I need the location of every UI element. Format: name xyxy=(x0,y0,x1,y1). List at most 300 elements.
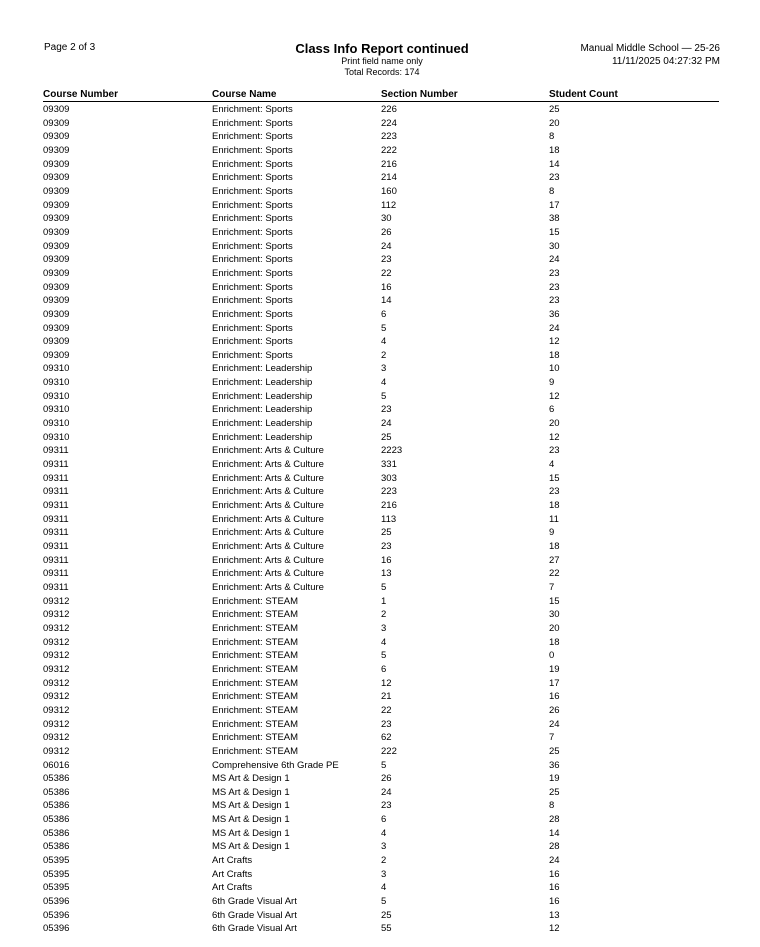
section-number-cell: 24 xyxy=(381,786,392,798)
report-title: Class Info Report continued xyxy=(295,41,469,56)
table-row xyxy=(43,799,719,813)
table-row xyxy=(43,171,719,185)
student-count-cell: 15 xyxy=(549,226,560,238)
student-count-cell: 24 xyxy=(549,855,560,867)
course-name-cell: Enrichment: Sports xyxy=(212,336,293,348)
student-count-cell: 16 xyxy=(549,868,560,880)
section-number-cell: 224 xyxy=(381,117,397,129)
column-header-student-count: Student Count xyxy=(549,89,618,100)
course-name-cell: MS Art & Design 1 xyxy=(212,841,290,853)
section-number-cell: 2 xyxy=(381,855,387,867)
column-header-section-number: Section Number xyxy=(381,89,458,100)
course-name-cell: Enrichment: Sports xyxy=(212,158,293,170)
course-name-cell: MS Art & Design 1 xyxy=(212,773,290,785)
student-count-cell: 18 xyxy=(549,144,560,156)
section-number-cell: 222 xyxy=(381,144,397,156)
course-number-cell: 09309 xyxy=(43,322,70,334)
course-name-cell: 6th Grade Visual Art xyxy=(212,896,297,908)
course-number-cell: 09309 xyxy=(43,117,70,129)
course-number-cell: 09312 xyxy=(43,718,70,730)
section-number-cell: 113 xyxy=(381,513,397,525)
section-number-cell: 223 xyxy=(381,486,397,498)
student-count-cell: 18 xyxy=(549,541,560,552)
section-number-cell: 331 xyxy=(381,459,397,471)
course-number-cell: 09311 xyxy=(43,513,69,525)
section-number-cell: 14 xyxy=(381,295,392,307)
course-name-cell: Enrichment: STEAM xyxy=(212,732,299,744)
report-title-block xyxy=(282,41,482,78)
student-count-cell: 0 xyxy=(549,650,555,662)
table-row xyxy=(43,731,719,745)
table-row xyxy=(43,294,719,308)
course-name-cell: Enrichment: STEAM xyxy=(212,677,299,689)
course-number-cell: 05386 xyxy=(43,841,70,853)
course-name-cell: Enrichment: Sports xyxy=(212,226,293,238)
course-name-cell: Enrichment: Arts & Culture xyxy=(212,459,324,471)
section-number-cell: 160 xyxy=(381,185,397,197)
table-row xyxy=(43,895,719,909)
section-number-cell: 23 xyxy=(381,541,392,552)
course-name-cell: Enrichment: Sports xyxy=(212,281,293,293)
table-row xyxy=(43,403,719,417)
section-number-cell: 3 xyxy=(381,868,387,880)
student-count-cell: 13 xyxy=(549,909,560,921)
course-number-cell: 09312 xyxy=(43,650,70,662)
school-name: Manual Middle School — 25-26 xyxy=(580,43,720,54)
section-number-cell: 6 xyxy=(381,308,387,320)
student-count-cell: 19 xyxy=(549,773,560,785)
student-count-cell: 23 xyxy=(549,172,560,184)
course-name-cell: MS Art & Design 1 xyxy=(212,814,290,826)
student-count-cell: 24 xyxy=(549,322,560,334)
student-count-cell: 36 xyxy=(549,759,560,771)
table-row xyxy=(43,540,719,554)
course-number-cell: 05396 xyxy=(43,909,70,921)
section-number-cell: 3 xyxy=(381,622,387,634)
table-row xyxy=(43,881,719,895)
student-count-cell: 36 xyxy=(549,308,560,320)
student-count-cell: 17 xyxy=(549,677,560,689)
student-count-cell: 11 xyxy=(549,513,559,525)
student-count-cell: 8 xyxy=(549,185,555,197)
course-name-cell: Enrichment: Sports xyxy=(212,144,293,156)
section-number-cell: 5 xyxy=(381,759,387,771)
table-row xyxy=(43,704,719,718)
table-row xyxy=(43,376,719,390)
student-count-cell: 20 xyxy=(549,622,560,634)
course-number-cell: 05386 xyxy=(43,800,70,812)
table-row xyxy=(43,745,719,759)
course-number-cell: 09311 xyxy=(43,459,69,471)
table-row xyxy=(43,663,719,677)
student-count-cell: 27 xyxy=(549,554,560,566)
report-timestamp: 11/11/2025 04:27:32 PM xyxy=(611,56,720,67)
course-name-cell: Enrichment: Sports xyxy=(212,322,293,334)
table-row xyxy=(43,322,719,336)
table-row xyxy=(43,786,719,800)
section-number-cell: 6 xyxy=(381,814,387,826)
course-name-cell: Enrichment: Leadership xyxy=(212,404,313,416)
course-name-cell: 6th Grade Visual Art xyxy=(212,923,297,935)
section-number-cell: 1 xyxy=(381,595,387,607)
section-number-cell: 226 xyxy=(381,104,397,115)
column-header-course-name: Course Name xyxy=(212,89,277,100)
course-number-cell: 09309 xyxy=(43,267,70,279)
course-number-cell: 09311 xyxy=(43,568,69,580)
student-count-cell: 23 xyxy=(549,445,560,457)
course-name-cell: 6th Grade Visual Art xyxy=(212,909,297,921)
table-row xyxy=(43,608,719,622)
course-name-cell: Enrichment: Arts & Culture xyxy=(212,568,324,580)
course-number-cell: 09311 xyxy=(43,554,69,566)
table-row xyxy=(43,185,719,199)
section-number-cell: 23 xyxy=(381,800,392,812)
course-number-cell: 09311 xyxy=(43,541,69,552)
student-count-cell: 18 xyxy=(549,500,560,512)
table-row xyxy=(43,772,719,786)
course-number-cell: 09309 xyxy=(43,240,70,252)
section-number-cell: 223 xyxy=(381,131,397,143)
course-number-cell: 09309 xyxy=(43,199,70,211)
course-number-cell: 09309 xyxy=(43,281,70,293)
course-number-cell: 09311 xyxy=(43,472,69,484)
student-count-cell: 8 xyxy=(549,800,555,812)
course-number-cell: 09309 xyxy=(43,254,70,266)
course-number-cell: 09311 xyxy=(43,527,69,539)
section-number-cell: 22 xyxy=(381,704,392,716)
student-count-cell: 24 xyxy=(549,254,560,266)
section-number-cell: 3 xyxy=(381,841,387,853)
course-name-cell: Enrichment: Arts & Culture xyxy=(212,445,324,457)
section-number-cell: 2 xyxy=(381,609,387,621)
student-count-cell: 15 xyxy=(549,595,560,607)
table-row xyxy=(43,308,719,322)
course-number-cell: 09312 xyxy=(43,636,70,648)
table-row xyxy=(43,840,719,854)
course-name-cell: Enrichment: Arts & Culture xyxy=(212,513,324,525)
course-name-cell: Enrichment: STEAM xyxy=(212,595,299,607)
course-name-cell: Enrichment: STEAM xyxy=(212,650,299,662)
course-name-cell: Enrichment: STEAM xyxy=(212,704,299,716)
course-number-cell: 05386 xyxy=(43,786,70,798)
table-row xyxy=(43,144,719,158)
course-number-cell: 09311 xyxy=(43,445,69,457)
course-number-cell: 09312 xyxy=(43,745,70,757)
course-name-cell: Enrichment: Sports xyxy=(212,295,293,307)
table-row xyxy=(43,567,719,581)
course-number-cell: 05395 xyxy=(43,868,70,880)
course-number-cell: 05386 xyxy=(43,814,70,826)
section-number-cell: 4 xyxy=(381,882,387,894)
course-name-cell: Enrichment: Sports xyxy=(212,131,293,143)
course-number-cell: 09310 xyxy=(43,431,70,443)
section-number-cell: 25 xyxy=(381,527,392,539)
table-row xyxy=(43,813,719,827)
course-name-cell: Enrichment: Leadership xyxy=(212,418,313,430)
course-name-cell: Art Crafts xyxy=(212,855,253,867)
course-number-cell: 09309 xyxy=(43,172,70,184)
student-count-cell: 28 xyxy=(549,841,560,853)
course-name-cell: Enrichment: STEAM xyxy=(212,745,299,757)
section-number-cell: 12 xyxy=(381,677,392,689)
course-name-cell: Enrichment: Leadership xyxy=(212,390,313,402)
course-number-cell: 09309 xyxy=(43,336,70,348)
course-number-cell: 09310 xyxy=(43,390,70,402)
section-number-cell: 23 xyxy=(381,404,392,416)
table-row xyxy=(43,240,719,254)
course-name-cell: Enrichment: Sports xyxy=(212,308,293,320)
section-number-cell: 30 xyxy=(381,213,392,225)
section-number-cell: 3 xyxy=(381,363,387,375)
table-row xyxy=(43,281,719,295)
course-number-cell: 09309 xyxy=(43,308,70,320)
section-number-cell: 216 xyxy=(381,158,397,170)
section-number-cell: 216 xyxy=(381,500,397,512)
student-count-cell: 16 xyxy=(549,691,560,703)
table-row xyxy=(43,636,719,650)
table-row xyxy=(43,499,719,513)
section-number-cell: 222 xyxy=(381,745,397,757)
student-count-cell: 17 xyxy=(549,199,560,211)
course-number-cell: 05395 xyxy=(43,855,70,867)
section-number-cell: 25 xyxy=(381,431,392,443)
course-number-cell: 09311 xyxy=(43,581,69,593)
course-name-cell: Art Crafts xyxy=(212,882,253,894)
report-subtitle: Print field name only xyxy=(341,56,423,66)
course-number-cell: 09312 xyxy=(43,609,70,621)
student-count-cell: 25 xyxy=(549,786,560,798)
course-name-cell: Enrichment: Sports xyxy=(212,240,293,252)
section-number-cell: 24 xyxy=(381,240,392,252)
course-number-cell: 09310 xyxy=(43,418,70,430)
section-number-cell: 2 xyxy=(381,349,387,361)
course-name-cell: Enrichment: Arts & Culture xyxy=(212,527,324,539)
table-row xyxy=(43,622,719,636)
table-row xyxy=(43,199,719,213)
table-row xyxy=(43,909,719,923)
course-number-cell: 09309 xyxy=(43,185,70,197)
course-number-cell: 09309 xyxy=(43,213,70,225)
table-row xyxy=(43,158,719,172)
student-count-cell: 4 xyxy=(549,459,555,471)
section-number-cell: 21 xyxy=(381,691,392,703)
course-name-cell: Enrichment: Sports xyxy=(212,213,293,225)
section-number-cell: 5 xyxy=(381,650,387,662)
table-row xyxy=(43,827,719,841)
course-name-cell: Enrichment: Arts & Culture xyxy=(212,581,324,593)
student-count-cell: 14 xyxy=(549,827,560,839)
course-number-cell: 09309 xyxy=(43,349,70,361)
student-count-cell: 14 xyxy=(549,158,560,170)
table-row xyxy=(43,472,719,486)
course-number-cell: 09312 xyxy=(43,663,70,675)
table-row xyxy=(43,649,719,663)
course-name-cell: Enrichment: Leadership xyxy=(212,377,313,389)
table-row xyxy=(43,581,719,595)
course-number-cell: 09312 xyxy=(43,595,70,607)
table-header xyxy=(43,89,719,102)
course-number-cell: 06016 xyxy=(43,759,70,771)
course-name-cell: Enrichment: Arts & Culture xyxy=(212,486,324,498)
student-count-cell: 38 xyxy=(549,213,560,225)
course-name-cell: Enrichment: Arts & Culture xyxy=(212,541,324,552)
course-number-cell: 09312 xyxy=(43,704,70,716)
section-number-cell: 303 xyxy=(381,472,397,484)
section-number-cell: 22 xyxy=(381,267,392,279)
table-row xyxy=(43,226,719,240)
student-count-cell: 18 xyxy=(549,636,560,648)
course-number-cell: 09309 xyxy=(43,104,70,115)
table-row xyxy=(43,103,719,117)
table-body xyxy=(43,103,719,936)
student-count-cell: 25 xyxy=(549,745,560,757)
section-number-cell: 16 xyxy=(381,281,392,293)
section-number-cell: 25 xyxy=(381,909,392,921)
course-name-cell: Enrichment: STEAM xyxy=(212,622,299,634)
course-name-cell: Enrichment: Sports xyxy=(212,267,293,279)
course-number-cell: 09312 xyxy=(43,732,70,744)
course-name-cell: MS Art & Design 1 xyxy=(212,800,290,812)
student-count-cell: 18 xyxy=(549,349,560,361)
course-number-cell: 09309 xyxy=(43,295,70,307)
student-count-cell: 16 xyxy=(549,882,560,894)
column-header-course-number: Course Number xyxy=(43,89,119,100)
course-name-cell: Enrichment: Arts & Culture xyxy=(212,472,324,484)
course-name-cell: Enrichment: Arts & Culture xyxy=(212,500,324,512)
student-count-cell: 30 xyxy=(549,609,560,621)
student-count-cell: 24 xyxy=(549,718,560,730)
course-name-cell: Enrichment: Sports xyxy=(212,349,293,361)
student-count-cell: 8 xyxy=(549,131,555,143)
student-count-cell: 7 xyxy=(549,581,555,593)
table-row xyxy=(43,868,719,882)
table-row xyxy=(43,267,719,281)
course-number-cell: 09310 xyxy=(43,377,70,389)
student-count-cell: 6 xyxy=(549,404,555,416)
section-number-cell: 24 xyxy=(381,418,392,430)
student-count-cell: 15 xyxy=(549,472,560,484)
student-count-cell: 12 xyxy=(549,390,560,402)
section-number-cell: 23 xyxy=(381,718,392,730)
student-count-cell: 12 xyxy=(549,336,560,348)
student-count-cell: 9 xyxy=(549,377,555,389)
student-count-cell: 23 xyxy=(549,267,560,279)
section-number-cell: 62 xyxy=(381,732,392,744)
section-number-cell: 26 xyxy=(381,226,392,238)
course-name-cell: MS Art & Design 1 xyxy=(212,786,290,798)
student-count-cell: 19 xyxy=(549,663,560,675)
course-number-cell: 05395 xyxy=(43,882,70,894)
student-count-cell: 20 xyxy=(549,418,560,430)
course-name-cell: Enrichment: Leadership xyxy=(212,431,313,443)
table-row xyxy=(43,677,719,691)
course-name-cell: Enrichment: Sports xyxy=(212,199,293,211)
table-row xyxy=(43,335,719,349)
school-info xyxy=(580,42,720,68)
student-count-cell: 10 xyxy=(549,363,560,375)
course-number-cell: 09312 xyxy=(43,622,70,634)
course-number-cell: 09312 xyxy=(43,691,70,703)
table-row xyxy=(43,458,719,472)
table-row xyxy=(43,130,719,144)
section-number-cell: 16 xyxy=(381,554,392,566)
student-count-cell: 16 xyxy=(549,896,560,908)
table-row xyxy=(43,431,719,445)
student-count-cell: 30 xyxy=(549,240,560,252)
table-row xyxy=(43,444,719,458)
course-name-cell: Enrichment: STEAM xyxy=(212,663,299,675)
table-row xyxy=(43,390,719,404)
course-name-cell: Enrichment: Sports xyxy=(212,117,293,129)
course-name-cell: Enrichment: STEAM xyxy=(212,609,299,621)
course-number-cell: 05396 xyxy=(43,896,70,908)
course-number-cell: 09310 xyxy=(43,404,70,416)
student-count-cell: 25 xyxy=(549,104,560,115)
course-number-cell: 09309 xyxy=(43,144,70,156)
table-row xyxy=(43,690,719,704)
course-name-cell: Enrichment: Sports xyxy=(212,104,293,115)
section-number-cell: 4 xyxy=(381,377,387,389)
course-name-cell: Art Crafts xyxy=(212,868,253,880)
table-row xyxy=(43,117,719,131)
course-number-cell: 09309 xyxy=(43,158,70,170)
student-count-cell: 26 xyxy=(549,704,560,716)
section-number-cell: 112 xyxy=(381,199,397,211)
course-name-cell: Enrichment: STEAM xyxy=(212,718,299,730)
table-row xyxy=(43,854,719,868)
course-number-cell: 09309 xyxy=(43,131,70,143)
section-number-cell: 13 xyxy=(381,568,392,580)
section-number-cell: 23 xyxy=(381,254,392,266)
section-number-cell: 4 xyxy=(381,336,387,348)
course-name-cell: Enrichment: STEAM xyxy=(212,691,299,703)
section-number-cell: 5 xyxy=(381,322,387,334)
course-name-cell: Enrichment: Sports xyxy=(212,172,293,184)
section-number-cell: 2223 xyxy=(381,445,403,457)
course-number-cell: 09311 xyxy=(43,486,69,498)
table-row xyxy=(43,417,719,431)
section-number-cell: 5 xyxy=(381,896,387,908)
table-row xyxy=(43,759,719,773)
course-name-cell: Enrichment: Sports xyxy=(212,254,293,266)
section-number-cell: 55 xyxy=(381,923,392,935)
course-name-cell: Enrichment: STEAM xyxy=(212,636,299,648)
section-number-cell: 4 xyxy=(381,827,387,839)
section-number-cell: 4 xyxy=(381,636,387,648)
table-row xyxy=(43,922,719,936)
course-name-cell: Enrichment: Sports xyxy=(212,185,293,197)
section-number-cell: 214 xyxy=(381,172,397,184)
course-number-cell: 05386 xyxy=(43,827,70,839)
course-number-cell: 09312 xyxy=(43,677,70,689)
page-number: Page 2 of 3 xyxy=(44,42,96,53)
course-number-cell: 09309 xyxy=(43,226,70,238)
table-row xyxy=(43,554,719,568)
student-count-cell: 12 xyxy=(549,923,560,935)
table-row xyxy=(43,718,719,732)
table-row xyxy=(43,485,719,499)
section-number-cell: 5 xyxy=(381,390,387,402)
section-number-cell: 6 xyxy=(381,663,387,675)
student-count-cell: 23 xyxy=(549,486,560,498)
course-number-cell: 09310 xyxy=(43,363,70,375)
table-row xyxy=(43,253,719,267)
student-count-cell: 12 xyxy=(549,431,560,443)
table-row xyxy=(43,595,719,609)
course-name-cell: Enrichment: Leadership xyxy=(212,363,313,375)
table-row xyxy=(43,362,719,376)
student-count-cell: 23 xyxy=(549,281,560,293)
